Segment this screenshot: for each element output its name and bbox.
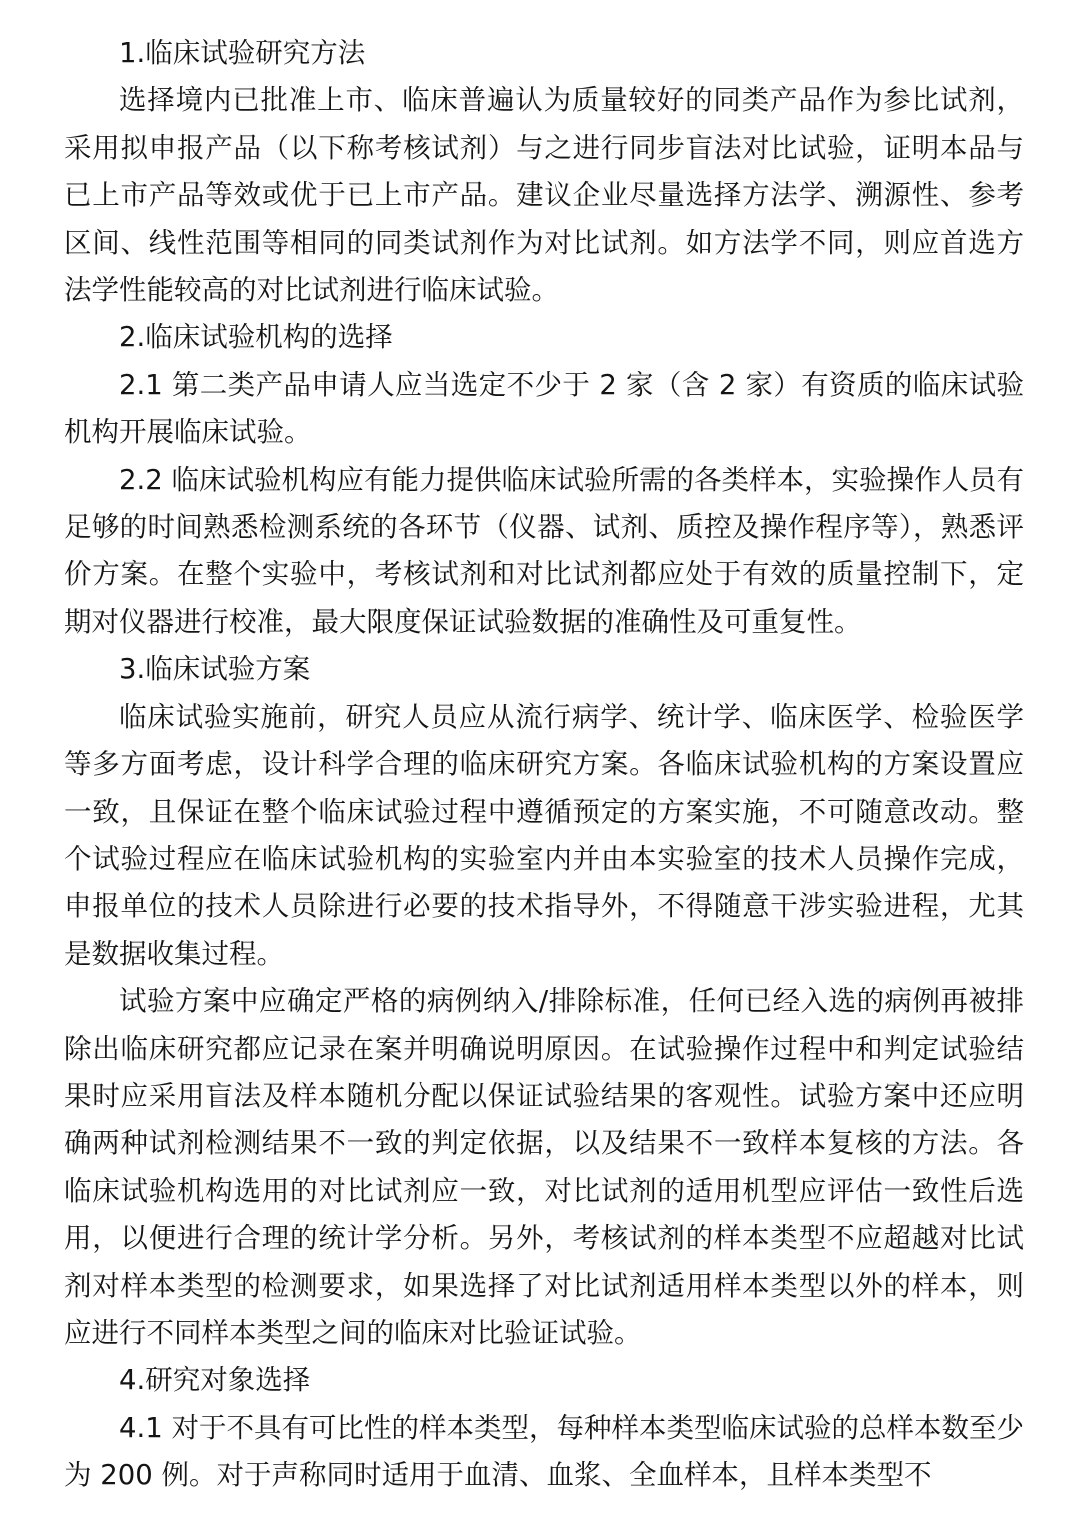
section-heading: 3.临床试验方案 [119, 653, 311, 686]
section-heading: 2.临床试验机构的选择 [119, 321, 393, 354]
paragraph: 试验方案中应确定严格的病例纳入/排除标准，任何已经入选的病例再被排除出临床研究都应记录在案并明确说明原因。在试验操作过程中和判定试验结果时应采用盲法及样本随机分配以保证试验结果的客观性。试验方案中还应明确两种试剂检测结果不一致的判定依据，以及结果不一致样本复核的方法。各临床试验机构选用的对比试剂应一致，对比试剂的适用机型应评估一致性后选用，以便进行合理的统计学分析。另外，考核试剂的样本类型不应超越对比试剂对样本类型的检测要求，如果选择了对比试剂适用样本类型以外的样本，则应进行不同样本类型之间的临床对比验证试验。 [64, 985, 1024, 1349]
paragraph: 2.1 第二类产品申请人应当选定不少于 2 家（含 2 家）有资质的临床试验机构开展临床试验。 [64, 368, 1024, 449]
paragraph: 选择境内已批准上市、临床普遍认为质量较好的同类产品作为参比试剂，采用拟申报产品（以下称考核试剂）与之进行同步盲法对比试验，证明本品与已上市产品等效或优于已上市产品。建议企业尽量选择方法学、溯源性、参考区间、线性范围等相同的同类试剂作为对比试剂。如方法学不同，则应首选方法学性能较高的对比试剂进行临床试验。 [64, 84, 1024, 307]
paragraph: 4.1 对于不具有可比性的样本类型，每种样本类型临床试验的总样本数至少为 200 例。对于声称同时适用于血清、血浆、全血样本，且样本类型不 [64, 1411, 1024, 1492]
paragraph: 2.2 临床试验机构应有能力提供临床试验所需的各类样本，实验操作人员有足够的时间熟悉检测系统的各环节（仪器、试剂、质控及操作程序等），熟悉评价方案。在整个实验中，考核试剂和对比试剂都应处于有效的质量控制下，定期对仪器进行校准，最大限度保证试验数据的准确性及可重复性。 [64, 463, 1024, 638]
paragraph: 临床试验实施前，研究人员应从流行病学、统计学、临床医学、检验医学等多方面考虑，设计科学合理的临床研究方案。各临床试验机构的方案设置应一致，且保证在整个临床试验过程中遵循预定的方案实施，不可随意改动。整个试验过程应在临床试验机构的实验室内并由本实验室的技术人员操作完成，申报单位的技术人员除进行必要的技术指导外，不得随意干涉实验进程，尤其是数据收集过程。 [64, 700, 1024, 970]
document-body [64, 0, 1024, 1500]
section-heading: 4.研究对象选择 [119, 1364, 311, 1397]
section-heading: 1.临床试验研究方法 [119, 37, 366, 69]
